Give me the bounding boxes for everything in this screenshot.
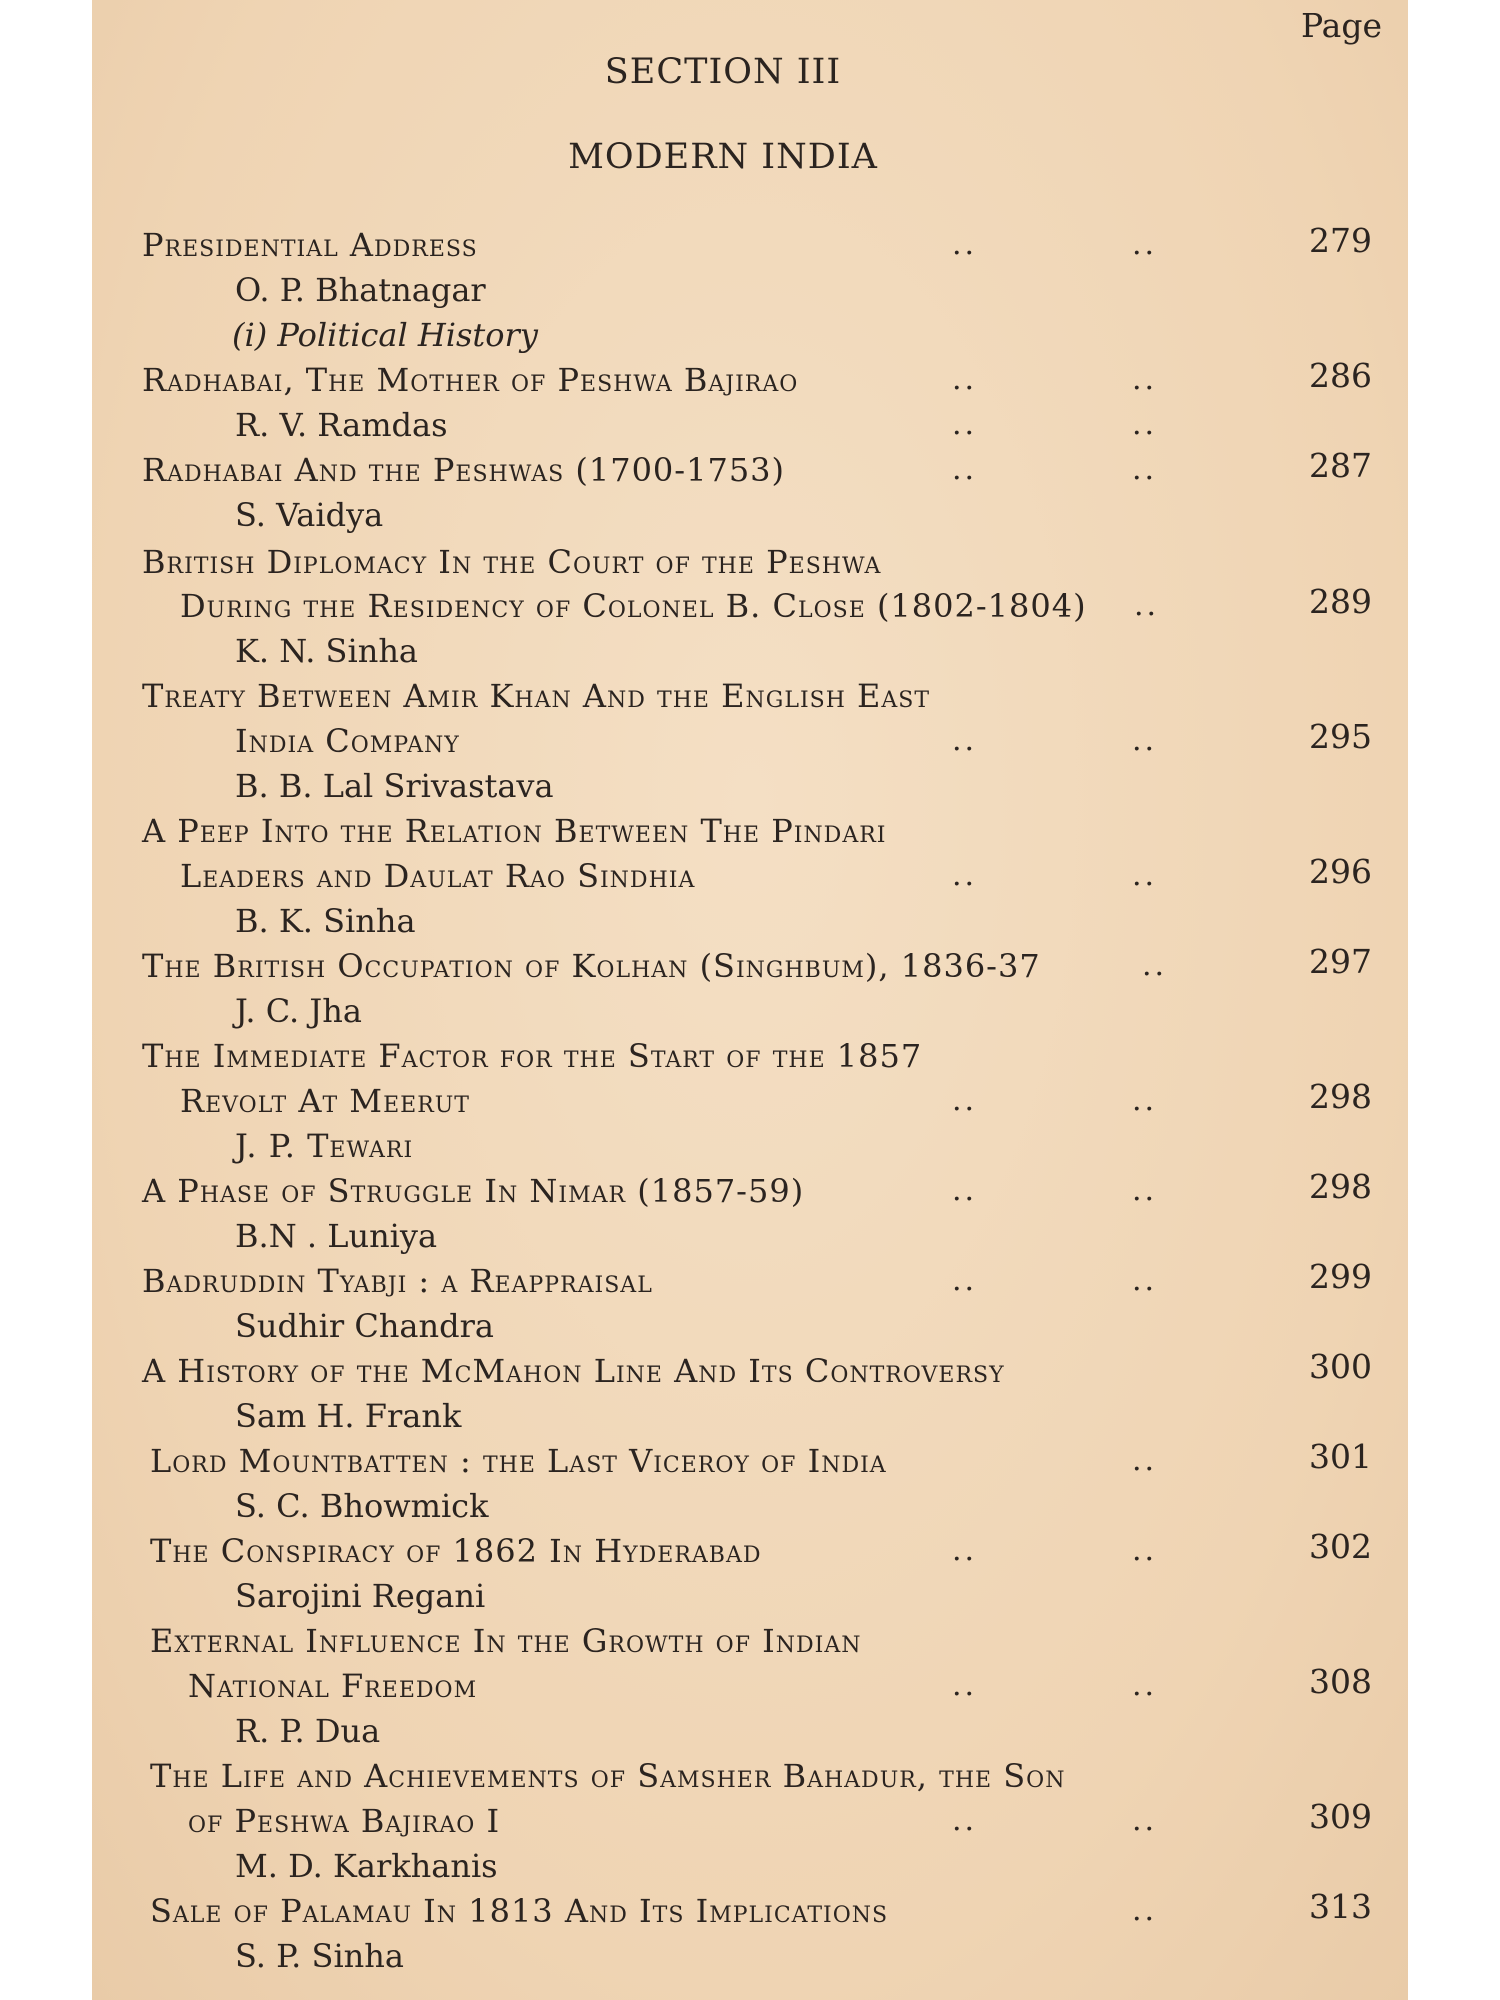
- entry-page: 302: [1309, 1527, 1372, 1566]
- entry-title: Sale of Palamau In 1813 And Its Implications: [150, 1892, 889, 1930]
- page-column-header: Page: [1300, 6, 1382, 45]
- entry-page: 289: [1309, 582, 1372, 621]
- dot-leader: ..: [1132, 1263, 1158, 1298]
- entry-author: Sudhir Chandra: [235, 1307, 494, 1345]
- dot-leader: ..: [952, 362, 978, 397]
- dot-leader: ..: [1132, 1173, 1158, 1208]
- subheading: (i) Political History: [232, 316, 538, 354]
- entry-author: O. P. Bhatnagar: [235, 271, 486, 309]
- entry-title: The Conspiracy of 1862 In Hyderabad: [150, 1532, 762, 1570]
- entry-page: 298: [1309, 1167, 1372, 1206]
- entry-page: 279: [1309, 221, 1372, 260]
- entry-title: British Diplomacy In the Court of the Peshwa: [142, 543, 882, 581]
- entry-author: Sarojini Regani: [235, 1577, 486, 1615]
- dot-leader: ..: [1142, 948, 1168, 983]
- entry-page: 298: [1309, 1077, 1372, 1116]
- entry-page: 299: [1309, 1257, 1372, 1296]
- entry-author: J. P. Tewari: [235, 1127, 414, 1165]
- section-title: MODERN INDIA: [568, 137, 878, 177]
- entry-title-continued: National Freedom: [188, 1667, 478, 1705]
- table-of-contents: [92, 0, 1408, 2000]
- entry-title: Radhabai And the Peshwas (1700-1753): [142, 451, 786, 489]
- book-page: [92, 0, 1408, 2000]
- dot-leader: ..: [1132, 723, 1158, 758]
- dot-leader: ..: [952, 1533, 978, 1568]
- entry-author: K. N. Sinha: [235, 632, 418, 670]
- dot-leader: ..: [952, 1668, 978, 1703]
- entry-author: B.N . Luniya: [235, 1217, 438, 1255]
- entry-title: A Phase of Struggle In Nimar (1857-59): [142, 1172, 805, 1210]
- entry-title: The Immediate Factor for the Start of the 1857: [142, 1037, 923, 1075]
- entry-page: 287: [1309, 446, 1372, 485]
- dot-leader: ..: [952, 858, 978, 893]
- entry-title: The British Occupation of Kolhan (Singhbum), 1836-37: [142, 947, 1041, 985]
- dot-leader: ..: [1132, 1893, 1158, 1928]
- entry-author: J. C. Jha: [235, 992, 362, 1030]
- entry-author: S. Vaidya: [235, 496, 384, 534]
- entry-title-continued: of Peshwa Bajirao I: [188, 1802, 501, 1840]
- dot-leader: ..: [1132, 452, 1158, 487]
- entry-page: 300: [1309, 1347, 1372, 1386]
- dot-leader: ..: [1132, 858, 1158, 893]
- entry-title: External Influence In the Growth of Indian: [150, 1622, 862, 1660]
- entry-page: 301: [1309, 1437, 1372, 1476]
- entry-author: R. V. Ramdas: [235, 406, 448, 444]
- entry-title-continued: During the Residency of Colonel B. Close (1802-1804): [180, 587, 1087, 625]
- dot-leader: ..: [1132, 1083, 1158, 1118]
- dot-leader: ..: [952, 1173, 978, 1208]
- entry-title: Presidential Address: [142, 226, 478, 264]
- entry-title: A Peep Into the Relation Between The Pindari: [142, 812, 887, 850]
- entry-author: M. D. Karkhanis: [235, 1847, 498, 1885]
- entry-author: Sam H. Frank: [235, 1397, 462, 1435]
- dot-leader: ..: [1132, 227, 1158, 262]
- dot-leader: ..: [952, 723, 978, 758]
- entry-title: Lord Mountbatten : the Last Viceroy of India: [150, 1442, 887, 1480]
- dot-leader: ..: [952, 1083, 978, 1118]
- entry-title-continued: India Company: [235, 722, 460, 760]
- entry-page: 309: [1309, 1797, 1372, 1836]
- entry-page: 313: [1309, 1887, 1372, 1926]
- entry-page: 296: [1309, 852, 1372, 891]
- dot-leader: ..: [1132, 1533, 1158, 1568]
- entry-title: A History of the McMahon Line And Its Controversy: [142, 1352, 1005, 1390]
- entry-title: The Life and Achievements of Samsher Bahadur, the Son: [150, 1757, 1066, 1795]
- entry-page: 297: [1309, 942, 1372, 981]
- section-number: SECTION III: [604, 52, 842, 92]
- dot-leader: ..: [952, 1263, 978, 1298]
- dot-leader: ..: [1132, 362, 1158, 397]
- entry-page: 295: [1309, 717, 1372, 756]
- entry-author: R. P. Dua: [235, 1712, 381, 1750]
- dot-leader: ..: [1132, 1443, 1158, 1478]
- dot-leader: ..: [952, 407, 978, 442]
- entry-title-continued: Revolt At Meerut: [180, 1082, 470, 1120]
- entry-title: Treaty Between Amir Khan And the English East: [142, 677, 931, 715]
- entry-author: B. K. Sinha: [235, 902, 416, 940]
- dot-leader: ..: [1134, 588, 1160, 623]
- dot-leader: ..: [1132, 407, 1158, 442]
- entry-page: 286: [1309, 356, 1372, 395]
- dot-leader: ..: [1132, 1668, 1158, 1703]
- dot-leader: ..: [952, 452, 978, 487]
- entry-title: Badruddin Tyabji : a Reappraisal: [142, 1262, 653, 1300]
- entry-page: 308: [1309, 1662, 1372, 1701]
- entry-author: S. C. Bhowmick: [235, 1487, 489, 1525]
- entry-title-continued: Leaders and Daulat Rao Sindhia: [180, 857, 696, 895]
- dot-leader: ..: [952, 227, 978, 262]
- entry-title: Radhabai, The Mother of Peshwa Bajirao: [142, 361, 799, 399]
- dot-leader: ..: [1132, 1803, 1158, 1838]
- entry-author: S. P. Sinha: [235, 1937, 404, 1975]
- entry-author: B. B. Lal Srivastava: [235, 767, 554, 805]
- dot-leader: ..: [952, 1803, 978, 1838]
